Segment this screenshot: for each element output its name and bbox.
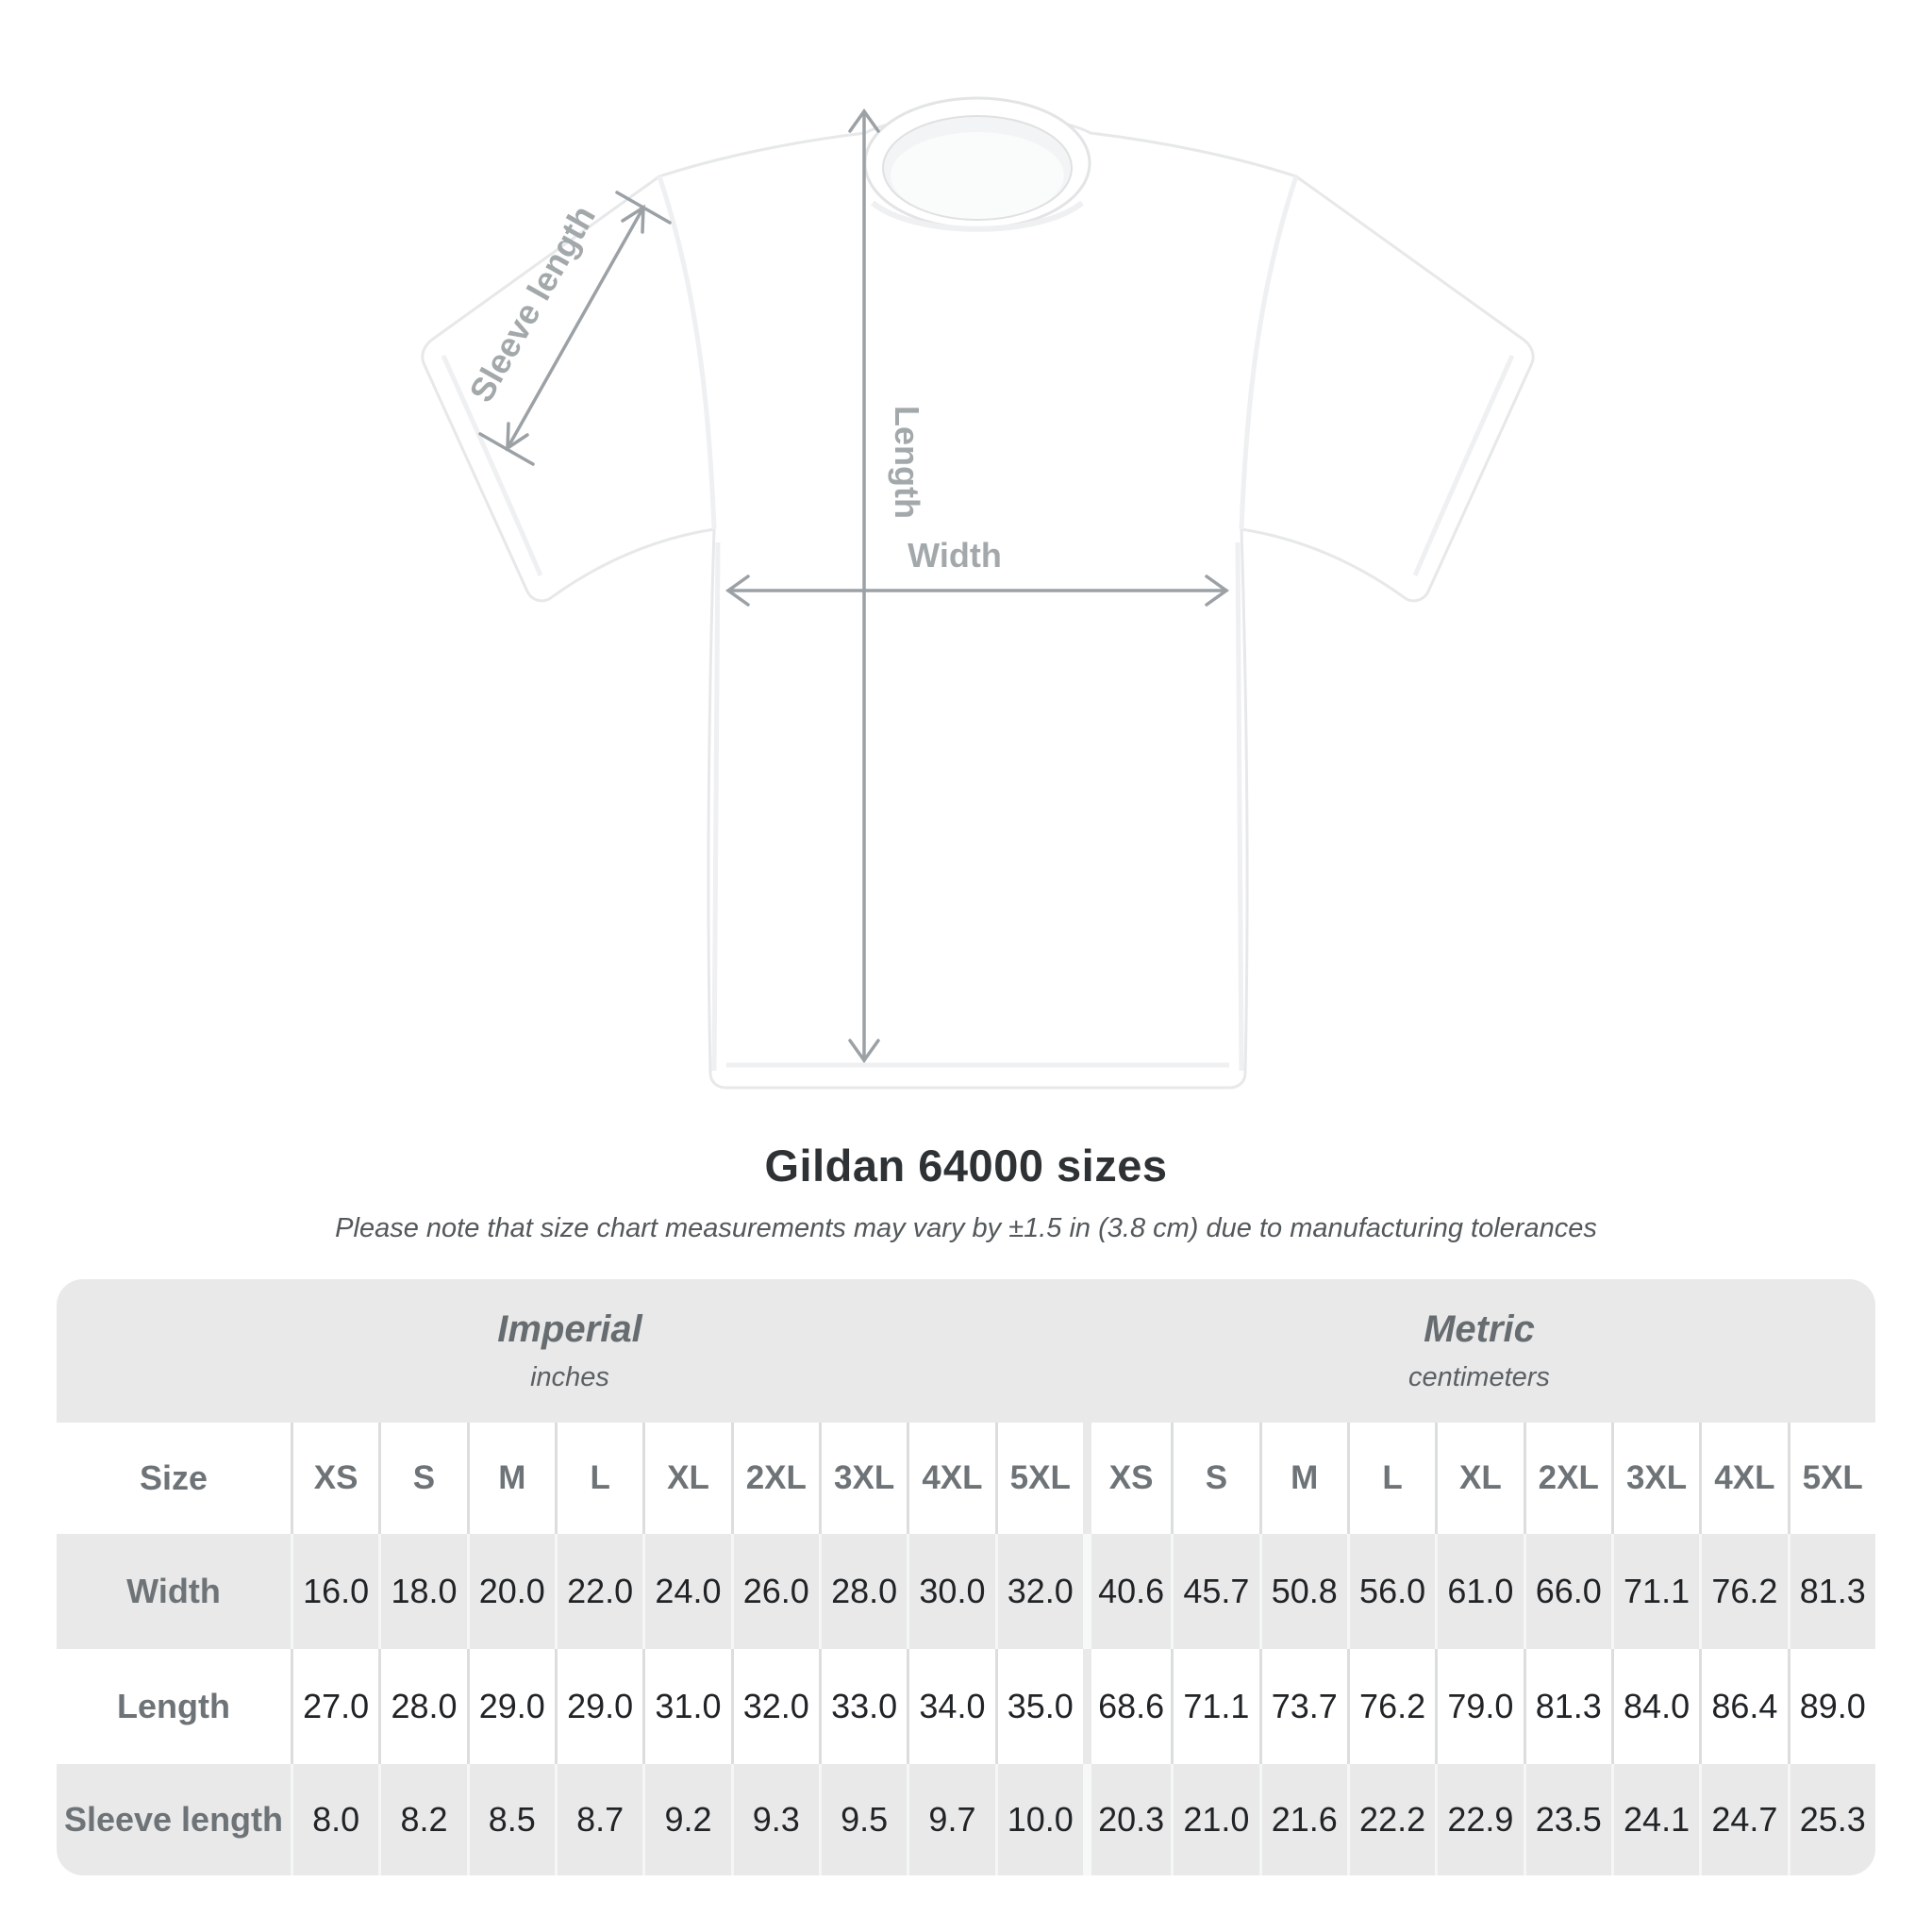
size-col-header-imperial-xs: XS xyxy=(291,1423,378,1534)
sleeve-metric-l: 22.2 xyxy=(1347,1764,1435,1875)
sleeve-metric-4xl: 24.7 xyxy=(1699,1764,1787,1875)
sleeve-imperial-4xl: 9.7 xyxy=(907,1764,994,1875)
sleeve-row-label: Sleeve length xyxy=(63,1800,284,1839)
size-col-header-metric-l: L xyxy=(1347,1423,1435,1534)
size-col-header-imperial-xl: XL xyxy=(642,1423,730,1534)
width-imperial-3xl: 28.0 xyxy=(819,1534,907,1649)
width-imperial-m: 20.0 xyxy=(467,1534,555,1649)
tshirt-body xyxy=(423,115,1533,1088)
length-imperial-m: 29.0 xyxy=(467,1649,555,1764)
length-label: Length xyxy=(888,406,926,519)
length-imperial-l: 29.0 xyxy=(555,1649,642,1764)
imperial-group-header xyxy=(57,1279,1083,1423)
width-imperial-l: 22.0 xyxy=(555,1534,642,1649)
length-metric-l: 76.2 xyxy=(1347,1649,1435,1764)
width-metric-s: 45.7 xyxy=(1171,1534,1258,1649)
width-metric-3xl: 71.1 xyxy=(1611,1534,1699,1649)
sleeve-length-row xyxy=(57,1764,1875,1875)
width-imperial-5xl: 32.0 xyxy=(995,1534,1083,1649)
sleeve-imperial-5xl: 10.0 xyxy=(995,1764,1083,1875)
width-metric-m: 50.8 xyxy=(1259,1534,1347,1649)
width-row xyxy=(57,1534,1875,1649)
length-metric-m: 73.7 xyxy=(1259,1649,1347,1764)
width-metric-xl: 61.0 xyxy=(1435,1534,1523,1649)
size-chart-table xyxy=(57,1279,1875,1875)
width-imperial-s: 18.0 xyxy=(378,1534,466,1649)
sleeve-metric-5xl: 25.3 xyxy=(1788,1764,1875,1875)
imperial-title: Imperial xyxy=(497,1308,642,1350)
size-header-row xyxy=(57,1423,1875,1534)
width-metric-l: 56.0 xyxy=(1347,1534,1435,1649)
size-col-header-imperial-m: M xyxy=(467,1423,555,1534)
length-metric-4xl: 86.4 xyxy=(1699,1649,1787,1764)
length-imperial-3xl: 33.0 xyxy=(819,1649,907,1764)
size-col-header-imperial-l: L xyxy=(555,1423,642,1534)
width-imperial-2xl: 26.0 xyxy=(731,1534,819,1649)
size-header-label: Size xyxy=(139,1458,208,1497)
size-col-header-imperial-2xl: 2XL xyxy=(731,1423,819,1534)
tshirt-graphic xyxy=(423,98,1533,1088)
width-metric-xs: 40.6 xyxy=(1083,1534,1171,1649)
length-imperial-2xl: 32.0 xyxy=(731,1649,819,1764)
size-col-header-metric-s: S xyxy=(1171,1423,1258,1534)
length-imperial-xl: 31.0 xyxy=(642,1649,730,1764)
length-metric-xl: 79.0 xyxy=(1435,1649,1523,1764)
tshirt-collar xyxy=(865,98,1090,229)
width-imperial-4xl: 30.0 xyxy=(907,1534,994,1649)
size-col-header-imperial-3xl: 3XL xyxy=(819,1423,907,1534)
length-row-label: Length xyxy=(117,1687,230,1725)
size-col-header-metric-m: M xyxy=(1259,1423,1347,1534)
metric-unit: centimeters xyxy=(1408,1362,1550,1392)
unit-group-row xyxy=(57,1279,1875,1423)
metric-group-header xyxy=(1083,1279,1875,1423)
size-col-header-imperial-4xl: 4XL xyxy=(907,1423,994,1534)
length-imperial-5xl: 35.0 xyxy=(995,1649,1083,1764)
width-imperial-xs: 16.0 xyxy=(291,1534,378,1649)
length-metric-xs: 68.6 xyxy=(1083,1649,1171,1764)
sleeve-imperial-xl: 9.2 xyxy=(642,1764,730,1875)
length-imperial-s: 28.0 xyxy=(378,1649,466,1764)
size-col-header-imperial-5xl: 5XL xyxy=(995,1423,1083,1534)
size-col-header-metric-2xl: 2XL xyxy=(1524,1423,1611,1534)
length-row xyxy=(57,1649,1875,1764)
sleeve-metric-3xl: 24.1 xyxy=(1611,1764,1699,1875)
sleeve-imperial-m: 8.5 xyxy=(467,1764,555,1875)
length-imperial-xs: 27.0 xyxy=(291,1649,378,1764)
page-subtitle: Please note that size chart measurements may vary by ±1.5 in (3.8 cm) due to manufacturing tolerances xyxy=(335,1213,1597,1243)
length-metric-3xl: 84.0 xyxy=(1611,1649,1699,1764)
metric-title: Metric xyxy=(1424,1308,1535,1350)
size-col-header-metric-xs: XS xyxy=(1083,1423,1171,1534)
sleeve-imperial-l: 8.7 xyxy=(555,1764,642,1875)
length-metric-5xl: 89.0 xyxy=(1788,1649,1875,1764)
size-col-header-metric-4xl: 4XL xyxy=(1699,1423,1787,1534)
sleeve-metric-xs: 20.3 xyxy=(1083,1764,1171,1875)
sleeve-metric-2xl: 23.5 xyxy=(1524,1764,1611,1875)
width-imperial-xl: 24.0 xyxy=(642,1534,730,1649)
sleeve-imperial-2xl: 9.3 xyxy=(731,1764,819,1875)
sleeve-metric-xl: 22.9 xyxy=(1435,1764,1523,1875)
sleeve-imperial-s: 8.2 xyxy=(378,1764,466,1875)
sleeve-imperial-xs: 8.0 xyxy=(291,1764,378,1875)
sleeve-length-label: Sleeve length xyxy=(461,198,604,408)
sleeve-metric-m: 21.6 xyxy=(1259,1764,1347,1875)
sleeve-imperial-3xl: 9.5 xyxy=(819,1764,907,1875)
page-title: Gildan 64000 sizes xyxy=(764,1141,1168,1191)
length-imperial-4xl: 34.0 xyxy=(907,1649,994,1764)
width-metric-4xl: 76.2 xyxy=(1699,1534,1787,1649)
width-row-label: Width xyxy=(126,1572,221,1610)
length-metric-s: 71.1 xyxy=(1171,1649,1258,1764)
width-label: Width xyxy=(908,536,1002,575)
size-col-header-metric-3xl: 3XL xyxy=(1611,1423,1699,1534)
length-metric-2xl: 81.3 xyxy=(1524,1649,1611,1764)
width-metric-5xl: 81.3 xyxy=(1788,1534,1875,1649)
size-col-header-metric-5xl: 5XL xyxy=(1788,1423,1875,1534)
imperial-unit: inches xyxy=(530,1362,609,1392)
size-col-header-metric-xl: XL xyxy=(1435,1423,1523,1534)
size-col-header-imperial-s: S xyxy=(378,1423,466,1534)
sleeve-metric-s: 21.0 xyxy=(1171,1764,1258,1875)
width-metric-2xl: 66.0 xyxy=(1524,1534,1611,1649)
